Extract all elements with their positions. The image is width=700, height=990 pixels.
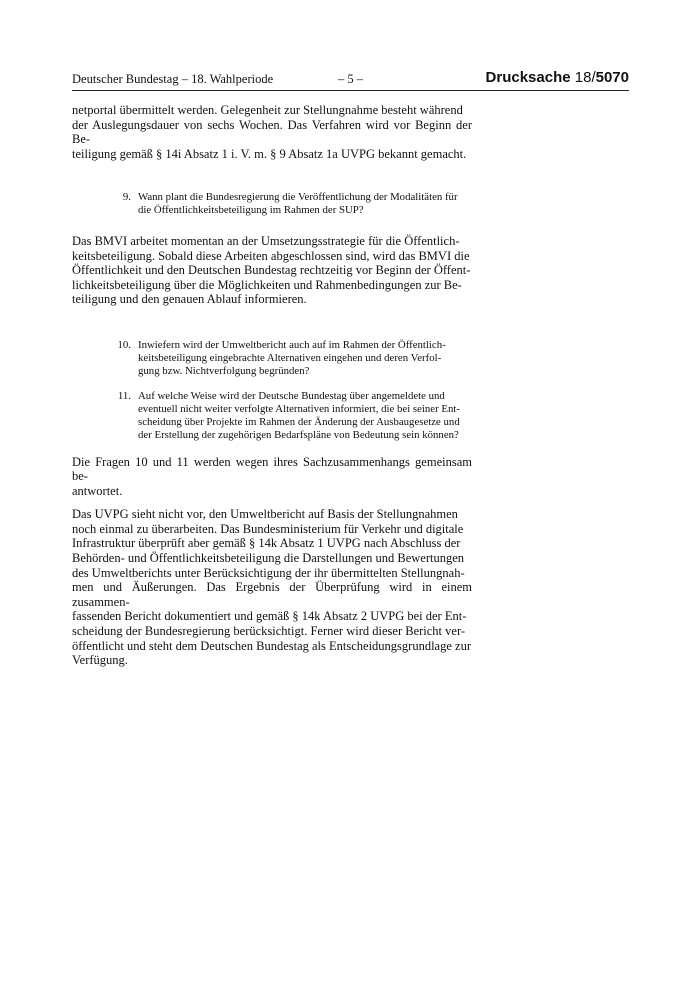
- header-parliament-label: Deutscher Bundestag – 18. Wahlperiode: [72, 72, 274, 86]
- question-11: [72, 390, 472, 441]
- question-9: [72, 191, 472, 217]
- question-number: 9.: [122, 191, 131, 204]
- question-text: Inwiefern wird der Umweltbericht auch auf im Rahmen der Öffentlich- keitsbeteiligung eingebrachte Alternativen eingehen und deren Verfol- gung bzw. Nichtverfolgung begründen?: [138, 338, 446, 377]
- question-number: 11.: [117, 390, 131, 403]
- answer-10-11: Das UVPG sieht nicht vor, den Umweltbericht auf Basis der Stellungnahmen noch einmal zu überarbeiten. Das Bundesministerium für Verkehr und digitale Infrastruktur überprüft aber gemäß § 14k Absatz 1 UVPG nach Abschluss der Behörden- und Öffentlichkeitsbeteiligung die Darstellungen und Bewertungen des Umweltberichts unter Berücksichtigung der ihr übermittelten Stellungnah- men und Äußerungen. Das Ergebnis der Überprüfung wird in einem zusammen- fassenden Bericht dokumentiert und gemäß § 14k Absatz 2 UVPG bei der Ent- scheidung der Bundesregierung berücksichtigt. Ferner wird dieser Bericht ver- öffentlicht und steht dem Deutschen Bundestag als Entscheidungsgrundlage zur Verfügung.: [72, 507, 472, 668]
- doc-label: Drucksache: [485, 69, 571, 86]
- page-body: [72, 103, 472, 668]
- paragraph-intro: netportal übermittelt werden. Gelegenheit zur Stellungnahme besteht während der Auslegungsdauer von sechs Wochen. Das Verfahren wird vor Beginn der Be- teiligung gemäß § 14i Absatz 1 i. V. m. § 9 Absatz 1a UVPG bekannt gemacht.: [72, 103, 472, 161]
- question-number: 10.: [117, 338, 131, 351]
- document-number: [486, 69, 629, 86]
- doc-period: 18/: [574, 69, 596, 86]
- page-header: [72, 70, 629, 91]
- question-10: [72, 339, 472, 377]
- answer-9: Das BMVI arbeitet momentan an der Umsetzungsstrategie für die Öffentlich- keitsbeteiligung. Sobald diese Arbeiten abgeschlossen sind, wird das BMVI die Öffentlichkeit und den Deutschen Bundestag rechtzeitig vor Beginn der Öffent- lichkeitsbeteiligung über die Möglichkeiten und Rahmenbedingungen zur Be- teiligung und den genauen Ablauf informieren.: [72, 233, 471, 307]
- page-number: – 5 –: [338, 72, 363, 86]
- answer-10-11-intro: Die Fragen 10 und 11 werden wegen ihres Sachzusammenhangs gemeinsam be- antwortet.: [72, 454, 472, 498]
- question-text: Auf welche Weise wird der Deutsche Bundestag über angemeldete und eventuell nicht weiter verfolgte Alternativen informiert, die bei seiner Ent- scheidung über Projekte im Rahmen der Änderung der Ausbaugesetze und der Erstellung der zugehörigen Bedarfspläne von Bedeutung sein können?: [138, 390, 460, 441]
- question-text: Wann plant die Bundesregierung die Veröffentlichung der Modalitäten für die Öffentlichkeitsbeteiligung im Rahmen der SUP?: [138, 191, 458, 217]
- doc-number: 5070: [595, 69, 629, 86]
